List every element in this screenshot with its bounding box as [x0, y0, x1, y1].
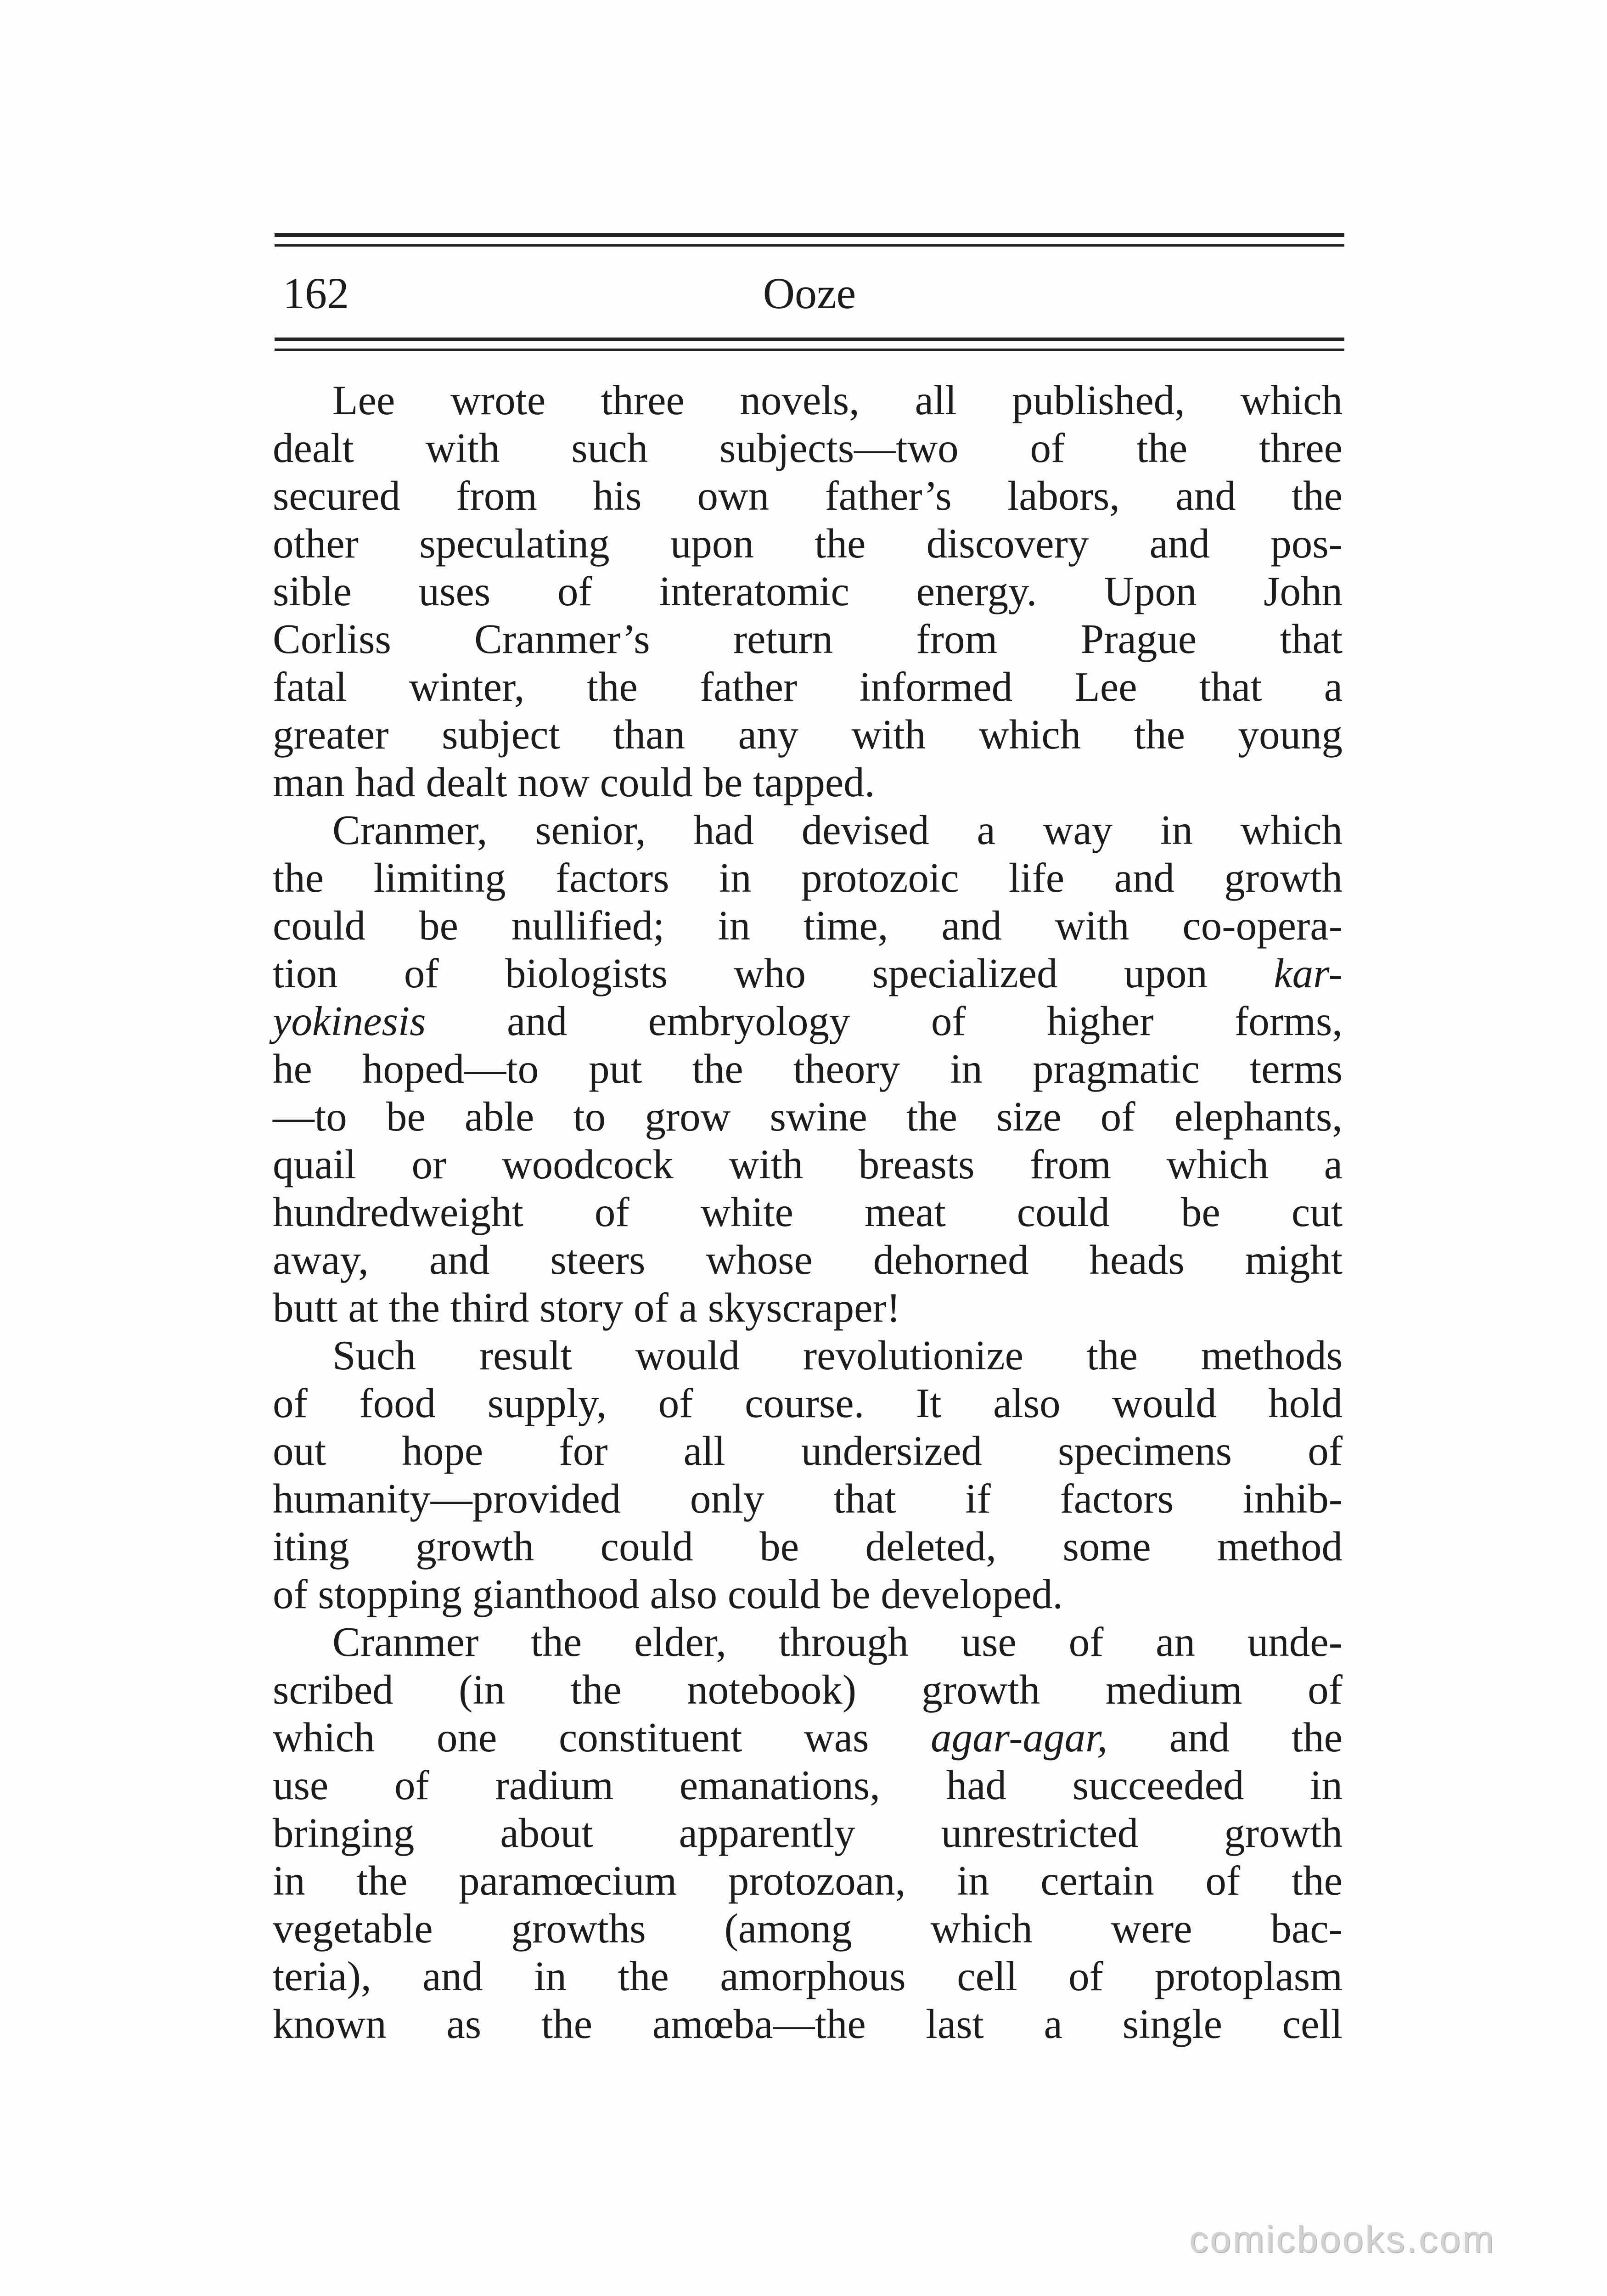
text-line: greater subject than any with which the young	[273, 711, 1343, 758]
text-line: bringing about apparently unrestricted growth	[273, 1810, 1343, 1856]
text-segment: tion of biologists who specialized upon	[273, 950, 1208, 996]
text-segment: and embryology of higher forms,	[506, 998, 1343, 1044]
text-segment: and the	[1169, 1714, 1343, 1761]
text-line: scribed (in the notebook) growth medium of	[273, 1666, 1343, 1713]
running-head-title: Ooze	[763, 269, 856, 318]
page-number: 162	[283, 269, 349, 318]
header-rule-top-thick	[275, 233, 1344, 237]
text-segment: which one constituent was	[273, 1714, 869, 1761]
text-line: the limiting factors in protozoic life and growth	[273, 855, 1343, 901]
text-line: could be nullified; in time, and with co-opera-	[273, 902, 1343, 949]
text-line: in the paramœcium protozoan, in certain of the	[273, 1857, 1343, 1904]
text-line: away, and steers whose dehorned heads might	[273, 1237, 1343, 1283]
text-line: teria), and in the amorphous cell of protoplasm	[273, 1953, 1343, 1999]
header-rule-top-thin	[275, 244, 1344, 247]
text-line: Such result would revolutionize the methods	[332, 1332, 1343, 1379]
header-rule-bottom-thin	[275, 349, 1344, 351]
text-line: Corliss Cranmer’s return from Prague that	[273, 616, 1343, 662]
text-line	[273, 950, 1343, 997]
italic-term: kar-	[1274, 950, 1343, 996]
text-line: vegetable growths (among which were bac-	[273, 1905, 1343, 1952]
text-line: Cranmer, senior, had devised a way in which	[332, 807, 1343, 853]
text-line: iting growth could be deleted, some method	[273, 1523, 1343, 1570]
text-line: man had dealt now could be tapped.	[273, 759, 875, 805]
text-line: he hoped—to put the theory in pragmatic terms	[273, 1046, 1343, 1092]
text-line: hundredweight of white meat could be cut	[273, 1189, 1343, 1235]
text-line: of stopping gianthood also could be developed.	[273, 1571, 1063, 1617]
paragraph	[273, 1618, 1343, 2048]
text-line: quail or woodcock with breasts from which a	[273, 1141, 1343, 1187]
text-line: —to be able to grow swine the size of elephants,	[273, 1093, 1343, 1140]
paragraph	[273, 806, 1343, 1332]
text-line	[273, 997, 1343, 1045]
text-line: Cranmer the elder, through use of an unde-	[332, 1619, 1343, 1665]
text-line: out hope for all undersized specimens of	[273, 1428, 1343, 1474]
text-line: use of radium emanations, had succeeded in	[273, 1762, 1343, 1808]
paragraph	[273, 377, 1343, 806]
text-line: known as the amœba—the last a single cell	[273, 2001, 1343, 2047]
text-line: Lee wrote three novels, all published, which	[332, 377, 1343, 423]
text-line: sible uses of interatomic energy. Upon John	[273, 568, 1343, 614]
running-header	[275, 257, 1344, 331]
site-watermark: comicbooks.com	[1189, 2218, 1495, 2260]
text-line	[273, 1714, 1343, 1761]
text-line: of food supply, of course. It also would hold	[273, 1380, 1343, 1426]
italic-term: agar-agar,	[931, 1714, 1108, 1761]
text-line: dealt with such subjects—two of the three	[273, 425, 1343, 471]
body-text	[273, 377, 1343, 2048]
paragraph	[273, 1332, 1343, 1618]
header-rule-bottom-thick	[275, 338, 1344, 341]
text-line: fatal winter, the father informed Lee that a	[273, 664, 1343, 710]
italic-term: yokinesis	[273, 998, 426, 1044]
text-line: humanity—provided only that if factors inhib-	[273, 1475, 1343, 1522]
text-line: secured from his own father’s labors, and the	[273, 473, 1343, 519]
text-line: other speculating upon the discovery and pos-	[273, 520, 1343, 567]
text-line: butt at the third story of a skyscraper!	[273, 1284, 901, 1331]
